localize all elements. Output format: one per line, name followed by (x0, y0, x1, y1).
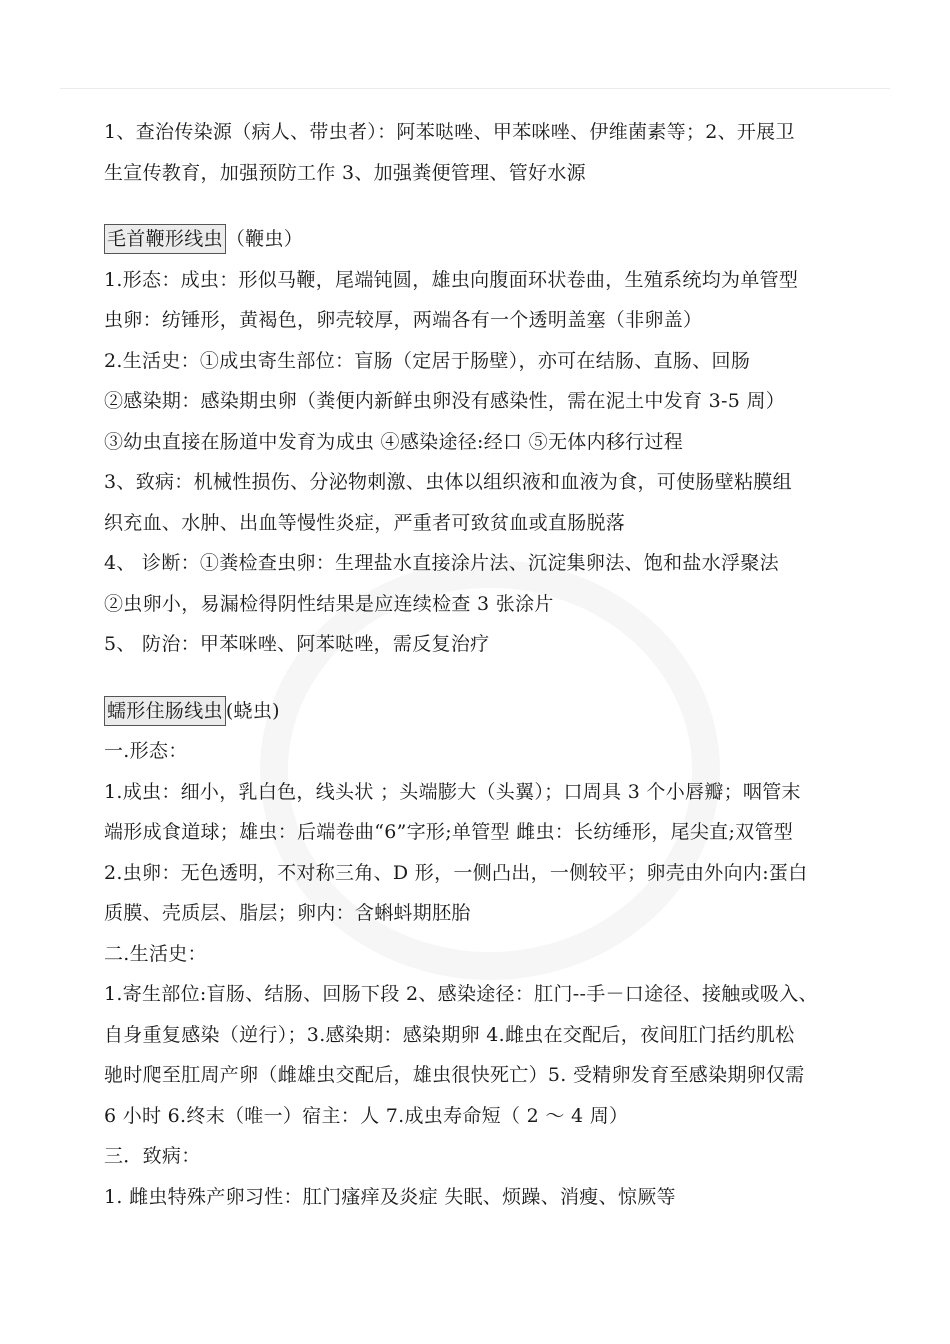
text-line: 生宣传教育，加强预防工作 3、加强粪便管理、管好水源 (104, 161, 586, 184)
text-line: 1.寄生部位:盲肠、结肠、回肠下段 2、感染途径：肛门--手－口途径、接触或吸入、 (104, 983, 818, 1005)
text-line: 1.形态：成虫：形似马鞭，尾端钝圆，雄虫向腹面环状卷曲，生殖系统均为单管型 (104, 268, 799, 291)
text-line: 二.生活史： (104, 942, 207, 965)
section-heading-box: 蠕形住肠线虫 (104, 696, 226, 726)
document-body (104, 112, 884, 1217)
text-line: 三．致病： (104, 1145, 201, 1167)
section-heading-suffix: （鞭虫） (225, 228, 304, 250)
text-line: 1、查治传染源（病人、带虫者）：阿苯哒唑、甲苯咪唑、伊维菌素等；2、开展卫 (104, 121, 795, 143)
text-line: 5、 防治：甲苯咪唑、阿苯哒唑，需反复治疗 (104, 633, 490, 655)
text-line: 2.虫卵：无色透明，不对称三角、D 形，一侧凸出，一侧较平；卵壳由外向内:蛋白 (104, 861, 808, 884)
text-line: 织充血、水肿、出血等慢性炎症，严重者可致贫血或直肠脱落 (104, 511, 626, 534)
text-line: 虫卵：纺锤形，黄褐色，卵壳较厚，两端各有一个透明盖塞（非卵盖） (104, 309, 703, 331)
text-line: 质膜、壳质层、脂层；卵内：含蝌蚪期胚胎 (104, 902, 471, 924)
text-line: 自身重复感染（逆行）；3.感染期：感染期卵 4.雌虫在交配后，夜间肛门括约肌松 (104, 1023, 795, 1046)
text-line: 驰时爬至肛周产卵（雌雄虫交配后，雄虫很快死亡）5. 受精卵发育至感染期卵仅需 (104, 1064, 805, 1086)
section-heading-box: 毛首鞭形线虫 (104, 224, 226, 254)
text-line: 1. 雌虫特殊产卵习性：肛门瘙痒及炎症 失眠、烦躁、消瘦、惊厥等 (104, 1185, 676, 1208)
section-heading-suffix: (蛲虫) (225, 699, 280, 722)
text-line: 2.生活史：①成虫寄生部位：盲肠（定居于肠壁），亦可在结肠、直肠、回肠 (104, 349, 751, 372)
header-rule (60, 88, 890, 89)
text-line: ②虫卵小，易漏检得阴性结果是应连续检查 3 张涂片 (104, 592, 554, 615)
text-line: 3、致病：机械性损伤、分泌物刺激、虫体以组织液和血液为食，可使肠壁粘膜组 (104, 471, 792, 493)
text-line: 一.形态： (104, 740, 188, 762)
text-line: ③幼虫直接在肠道中发育为成虫 ④感染途径:经口 ⑤无体内移行过程 (104, 430, 684, 453)
section-heading-whipworm (104, 219, 884, 260)
text-line: 4、 诊断：①粪检查虫卵：生理盐水直接涂片法、沉淀集卵法、饱和盐水浮聚法 (104, 552, 779, 574)
text-line: 6 小时 6.终末（唯一）宿主：人 7.成虫寿命短（ 2 ～ 4 周） (104, 1104, 629, 1127)
text-line: 1.成虫：细小，乳白色，线头状 ；头端膨大（头翼）；口周具 3 个小唇瓣；咽管末 (104, 780, 801, 803)
text-line: ②感染期：感染期虫卵（粪便内新鲜虫卵没有感染性，需在泥土中发育 3-5 周） (104, 390, 786, 412)
text-line: 端形成食道球；雄虫：后端卷曲“6”字形;单管型 雌虫：长纺缍形，尾尖直;双管型 (104, 821, 794, 843)
section-heading-pinworm (104, 691, 884, 732)
